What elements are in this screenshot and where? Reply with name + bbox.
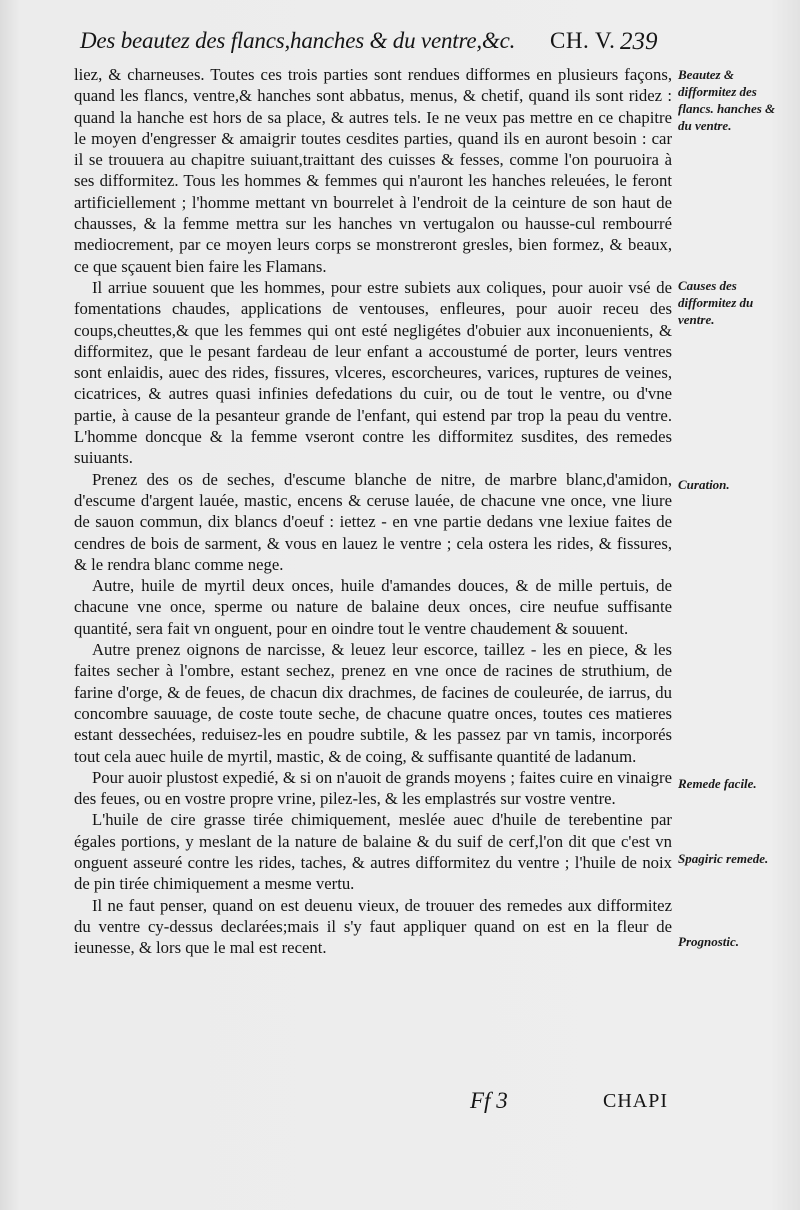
chapter-label: CH. V. — [550, 28, 616, 53]
running-title: Des beautez des flancs,hanches & du ventre,&c. — [80, 28, 516, 53]
paragraph-1: liez, & charneuses. Toutes ces trois parties sont rendues difformes en plusieurs façons, quand les flancs, ventre,& hanches sont abbatus, menus, & chetif, quand ils sont ridez : quand la hanche est hors de sa place, & autres tels. Ie ne veux pas mettre en ce chapitre le moyen d'engresser & amaigrir toutes cesdites parties, quand ils en auront besoin : car il se trouuera au chapitre suiuant,traittant des cuisses & fesses, comme l'on pouruoira à ses difformitez. Tous les hommes & femmes qui n'auront les hanches releuées, le feront artificiellement ; l'homme mettant vn bourrelet à l'endroit de la ceinture de son haut de chausses, & la femme mettra sur les hanches vn vertugalon ou hausse-cul rembourré mediocrement, par ce moyen leurs corps se monstreront gresles, bien formez, & beaux, ce que sçauent bien faire les Flamans. — [74, 65, 672, 276]
page-number: 239 — [620, 28, 658, 55]
margin-note-causes: Causes des difformitez du ventre. — [678, 278, 754, 327]
paragraph-6: Pour auoir plustost expedié, & si on n'auoit de grands moyens ; faites cuire en vinaigre des feues, ou en vostre propre vrine, pilez-les, & les emplastrés sur vostre ventre. — [74, 767, 672, 809]
margin-note-remede-facile: Remede facile. — [678, 776, 757, 791]
margin-note-curation: Curation. — [678, 477, 730, 492]
running-header — [80, 26, 680, 62]
paragraph-8: Il ne faut penser, quand on est deuenu vieux, de trouuer des remedes aux difformitez du ventre cy-dessus declarées;mais il s'y faut appliquer quand on est en la fleur de ieunesse, & lors que le mal est recent. — [74, 895, 672, 958]
paragraph-4: Autre, huile de myrtil deux onces, huile d'amandes douces, & de mille pertuis, de chacune vne once, sperme ou nature de balaine deux onces, cire neufue suffisante quantité, sera fait vn onguent, pour en oindre tout le ventre chaudement & souuent. — [74, 576, 672, 638]
margin-note-spagiric-remede: Spagiric remede. — [678, 851, 769, 866]
paragraph-2: Il arriue souuent que les hommes, pour estre subiets aux coliques, pour auoir vsé de fomentations chaudes, applications de ventouses, enfleures, pour auoir receu des coups,cheuttes,& que les femmes qui ont esté negligétes d'obuier aux inconuenients, & difformitez, que le pesant fardeau de leur enfant a accoustumé de porter, leurs ventres sont enlaidis, auec des rides, fissures, vlceres, escorcheures, varices, ruptures de veines, cicatrices, & autres quasi infinies defedations du cuir, ou de tout le ventre, ou d'vne partie, à cause de la pesanteur grande de l'enfant, qui estend par trop la peau du ventre. L'homme doncque & la femme vseront contre les difformitez susdites, des remedes suiuants. — [74, 277, 672, 468]
paragraph-5: Autre prenez oignons de narcisse, & leuez leur escorce, taillez - les en piece, & les faites secher à l'ombre, estant sechez, prenez en vne once de racines de struthium, de farine d'orge, & de feues, de chacun dix drachmes, de facines de couleurée, de iarrus, du concombre sauuage, de coste toute seche, de chacune quatre onces, toutes ces matieres estant dessechées, reduisez-les en poudre subtile, & les passez par vn tamis, incorporés tout cela auec huile de myrtil, mastic, & de coing, & suffisante quantité de ladanum. — [74, 640, 672, 766]
margin-note-prognostic: Prognostic. — [678, 934, 740, 949]
paragraph-3: Prenez des os de seches, d'escume blanche de nitre, de marbre blanc,d'amidon, d'escume d'argent lauée, mastic, encens & ceruse lauée, de chacune vne once, vne liure de sauon commun, dix blancs d'oeuf : iettez - en vne partie dedans vne lexiue faites de cendres de bois de sarment, & vous en lauez le ventre ; cela ostera les rides, & fissures, & le rendra blanc comme nege. — [74, 469, 672, 574]
signature-mark: Ff 3 — [470, 1088, 508, 1113]
paragraph-7: L'huile de cire grasse tirée chimiquement, meslée auec d'huile de terebentine par égales portions, y meslant de la nature de balaine & du suif de cerf,l'on dit que c'est vn onguent asseuré contre les rides, taches, & autres difformitez du ventre ; l'huile de noix de pin tirée chimiquement a mesme vertu. — [74, 810, 672, 894]
catchword: CHAPI — [603, 1090, 669, 1112]
main-text — [74, 64, 672, 958]
margin-note-beautez: Beautez & difformitez des flancs. hanches & du ventre. — [678, 67, 776, 133]
